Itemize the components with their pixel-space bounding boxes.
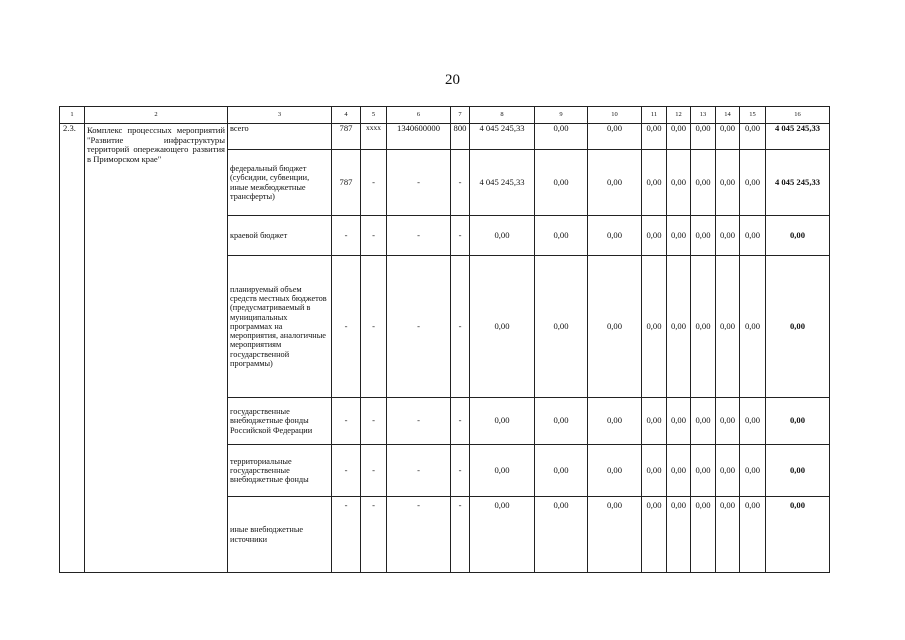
cell-value: 0,00 — [667, 398, 691, 445]
column-header: 16 — [766, 107, 830, 124]
cell-value: - — [361, 216, 387, 256]
cell-total: 0,00 — [766, 398, 830, 445]
cell-value: 0,00 — [740, 497, 766, 573]
cell-value: 0,00 — [716, 124, 740, 150]
cell-value: 0,00 — [691, 398, 716, 445]
cell-value: - — [387, 445, 451, 497]
cell-value: 0,00 — [588, 124, 642, 150]
cell-value: - — [451, 445, 470, 497]
column-header: 15 — [740, 107, 766, 124]
funding-source: федеральный бюджет (субсидии, субвенции, иные межбюджетные трансферты) — [228, 150, 332, 216]
cell-value: 800 — [451, 124, 470, 150]
column-header: 2 — [85, 107, 228, 124]
cell-value: 0,00 — [535, 124, 588, 150]
cell-value: 0,00 — [470, 497, 535, 573]
cell-value: - — [387, 150, 451, 216]
column-header: 5 — [361, 107, 387, 124]
cell-value: 0,00 — [470, 216, 535, 256]
cell-value: 0,00 — [588, 216, 642, 256]
column-header: 13 — [691, 107, 716, 124]
column-header: 1 — [60, 107, 85, 124]
cell-total: 0,00 — [766, 256, 830, 398]
cell-value: 0,00 — [667, 256, 691, 398]
cell-value: 0,00 — [667, 150, 691, 216]
cell-value: 0,00 — [470, 445, 535, 497]
cell-value: 0,00 — [535, 445, 588, 497]
column-header: 12 — [667, 107, 691, 124]
cell-value: 1340600000 — [387, 124, 451, 150]
cell-value: 0,00 — [740, 398, 766, 445]
cell-value: 0,00 — [470, 256, 535, 398]
cell-value: 0,00 — [642, 216, 667, 256]
column-header: 14 — [716, 107, 740, 124]
funding-source: государственные внебюджетные фонды Российской Федерации — [228, 398, 332, 445]
cell-value: 0,00 — [667, 124, 691, 150]
cell-value: 0,00 — [716, 497, 740, 573]
column-header: 7 — [451, 107, 470, 124]
cell-value: 0,00 — [535, 150, 588, 216]
funding-source: территориальные государственные внебюджетные фонды — [228, 445, 332, 497]
cell-value: 0,00 — [535, 216, 588, 256]
cell-value: 0,00 — [535, 256, 588, 398]
cell-value: 0,00 — [740, 216, 766, 256]
cell-value: 0,00 — [691, 497, 716, 573]
cell-value: - — [332, 216, 361, 256]
cell-value: хххх — [361, 124, 387, 150]
cell-value: 0,00 — [535, 497, 588, 573]
cell-value: 0,00 — [642, 398, 667, 445]
funding-source: краевой бюджет — [228, 216, 332, 256]
cell-value: 0,00 — [740, 445, 766, 497]
cell-value: 0,00 — [535, 398, 588, 445]
cell-value: 0,00 — [740, 150, 766, 216]
cell-total: 0,00 — [766, 216, 830, 256]
cell-value: 0,00 — [588, 256, 642, 398]
column-header: 6 — [387, 107, 451, 124]
cell-value: - — [361, 398, 387, 445]
cell-value: 0,00 — [740, 124, 766, 150]
cell-value: - — [387, 216, 451, 256]
item-name: Комплекс процессных мероприятий "Развитие инфраструктуры территорий опережающего развития в Приморском крае" — [85, 124, 228, 573]
cell-value: - — [387, 497, 451, 573]
page-number: 20 — [445, 72, 460, 88]
column-header: 10 — [588, 107, 642, 124]
column-header: 4 — [332, 107, 361, 124]
column-header: 11 — [642, 107, 667, 124]
cell-total: 0,00 — [766, 445, 830, 497]
cell-value: 0,00 — [588, 150, 642, 216]
cell-value: 0,00 — [588, 445, 642, 497]
cell-value: 787 — [332, 150, 361, 216]
cell-value: 0,00 — [470, 398, 535, 445]
header-row — [60, 107, 830, 124]
cell-total: 4 045 245,33 — [766, 124, 830, 150]
cell-value: 787 — [332, 124, 361, 150]
funding-source: всего — [228, 124, 332, 150]
cell-value: 0,00 — [642, 256, 667, 398]
cell-total: 4 045 245,33 — [766, 150, 830, 216]
cell-total: 0,00 — [766, 497, 830, 573]
cell-value: 0,00 — [667, 445, 691, 497]
table-row — [60, 124, 830, 150]
cell-value: - — [387, 256, 451, 398]
cell-value: 0,00 — [691, 256, 716, 398]
cell-value: 0,00 — [691, 216, 716, 256]
cell-value: 0,00 — [716, 256, 740, 398]
item-number: 2.3. — [60, 124, 85, 573]
cell-value: 4 045 245,33 — [470, 124, 535, 150]
cell-value: - — [361, 497, 387, 573]
cell-value: - — [451, 398, 470, 445]
cell-value: - — [361, 256, 387, 398]
cell-value: - — [451, 150, 470, 216]
column-header: 8 — [470, 107, 535, 124]
funding-source: планируемый объем средств местных бюджетов (предусматриваемый в муниципальных программах на мероприятия, аналогичные мероприятиям государственной программы) — [228, 256, 332, 398]
cell-value: - — [387, 398, 451, 445]
cell-value: 0,00 — [642, 150, 667, 216]
cell-value: - — [451, 497, 470, 573]
cell-value: 0,00 — [716, 398, 740, 445]
cell-value: - — [332, 445, 361, 497]
cell-value: 0,00 — [716, 150, 740, 216]
cell-value: 0,00 — [667, 497, 691, 573]
cell-value: - — [361, 445, 387, 497]
cell-value: 0,00 — [716, 216, 740, 256]
cell-value: 0,00 — [642, 124, 667, 150]
cell-value: - — [332, 497, 361, 573]
cell-value: 0,00 — [716, 445, 740, 497]
cell-value: 0,00 — [642, 445, 667, 497]
cell-value: 0,00 — [667, 216, 691, 256]
cell-value: - — [451, 256, 470, 398]
column-header: 9 — [535, 107, 588, 124]
cell-value: 0,00 — [588, 398, 642, 445]
cell-value: - — [332, 398, 361, 445]
cell-value: 4 045 245,33 — [470, 150, 535, 216]
cell-value: - — [361, 150, 387, 216]
column-header: 3 — [228, 107, 332, 124]
cell-value: 0,00 — [588, 497, 642, 573]
cell-value: 0,00 — [691, 150, 716, 216]
cell-value: 0,00 — [642, 497, 667, 573]
budget-table — [59, 106, 830, 573]
cell-value: - — [332, 256, 361, 398]
cell-value: 0,00 — [691, 445, 716, 497]
cell-value: 0,00 — [740, 256, 766, 398]
cell-value: 0,00 — [691, 124, 716, 150]
cell-value: - — [451, 216, 470, 256]
funding-source: иные внебюджетные источники — [228, 497, 332, 573]
